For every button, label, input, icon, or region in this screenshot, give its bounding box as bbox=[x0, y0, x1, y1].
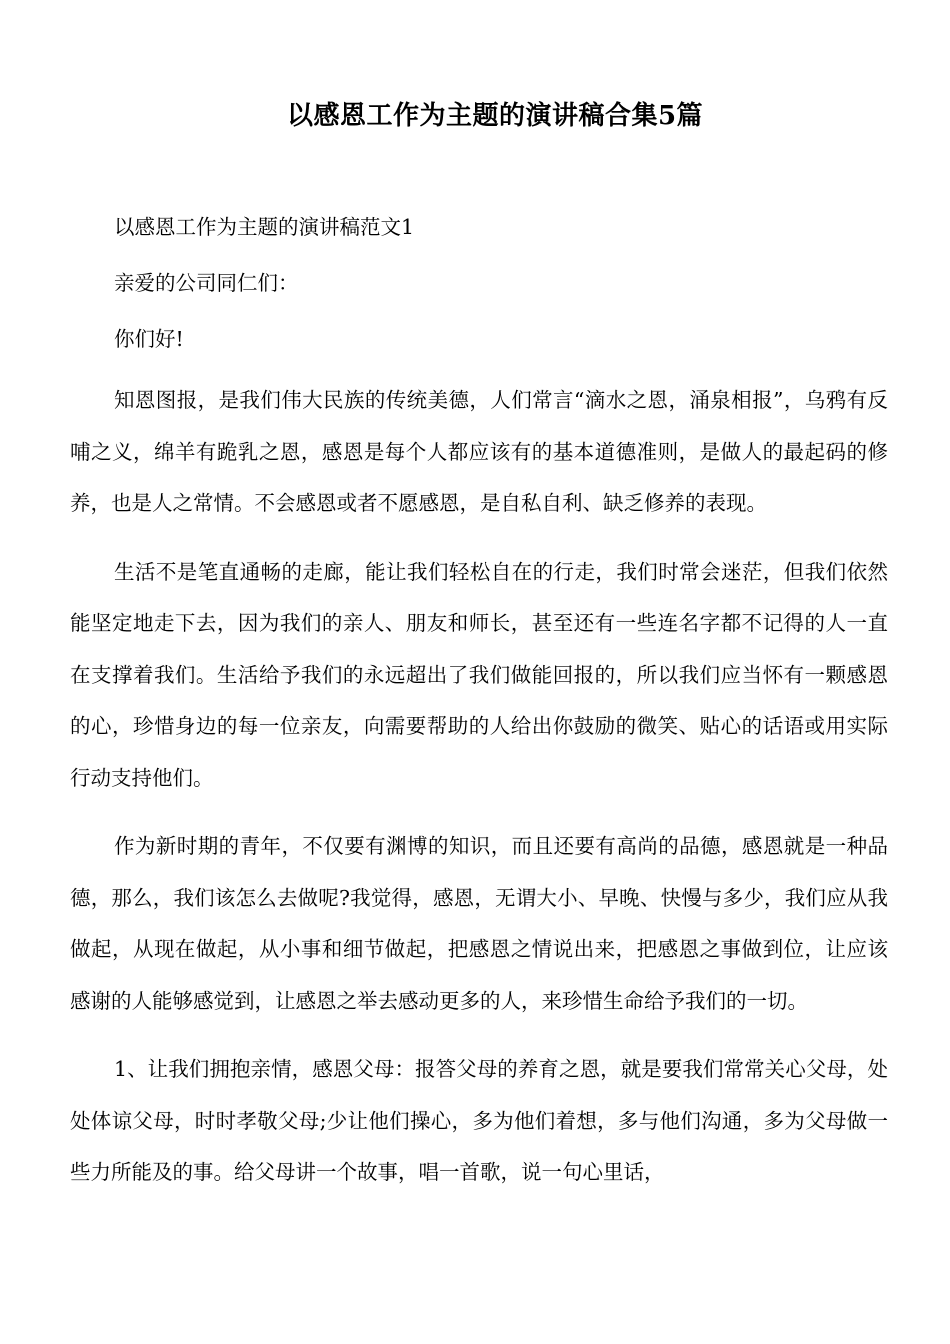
body-paragraph-3: 作为新时期的青年，不仅要有渊博的知识，而且还要有高尚的品德，感恩就是一种品德，那么，我们该怎么去做呢?我觉得，感恩，无谓大小、早晚、快慢与多少，我们应从我做起，从现在做起，从小事和细节做起，把感恩之情说出来，把感恩之事做到位，让应该感谢的人能够感觉到，让感恩之举去感动更多的人，来珍惜生命给予我们的一切。 bbox=[70, 834, 888, 1013]
body-paragraph-4: 1、让我们拥抱亲情，感恩父母：报答父母的养育之恩，就是要我们常常关心父母，处处体谅父母，时时孝敬父母;少让他们操心，多为他们着想，多与他们沟通，多为父母做一些力所能及的事。给父母讲一个故事，唱一首歌，说一句心里话， bbox=[70, 1057, 888, 1184]
body-paragraph-1: 知恩图报，是我们伟大民族的传统美德，人们常言“滴水之恩，涌泉相报”，乌鸦有反哺之义，绵羊有跪乳之恩，感恩是每个人都应该有的基本道德准则，是做人的最起码的修养，也是人之常情。不会感恩或者不愿感恩，是自私自利、缺乏修养的表现。 bbox=[70, 388, 888, 515]
salutation: 亲爱的公司同仁们： bbox=[114, 271, 299, 295]
document-title: 以感恩工作为主题的演讲稿合集5篇 bbox=[286, 101, 704, 131]
document-body bbox=[70, 207, 888, 1216]
greeting: 你们好! bbox=[114, 327, 184, 351]
section-heading: 以感恩工作为主题的演讲稿范文1 bbox=[114, 215, 415, 239]
body-paragraph-2: 生活不是笔直通畅的走廊，能让我们轻松自在的行走，我们时常会迷茫，但我们依然能坚定地走下去，因为我们的亲人、朋友和师长，甚至还有一些连名字都不记得的人一直在支撑着我们。生活给予我们的永远超出了我们做能回报的，所以我们应当怀有一颗感恩的心，珍惜身边的每一位亲友，向需要帮助的人给出你鼓励的微笑、贴心的话语或用实际行动支持他们。 bbox=[70, 559, 888, 790]
